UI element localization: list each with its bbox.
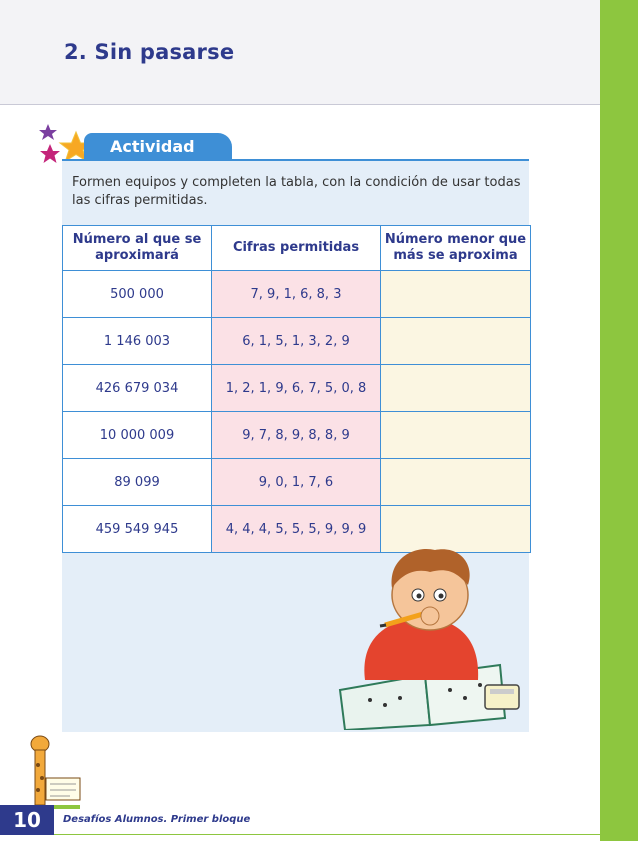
target-number: 1 146 003 xyxy=(63,318,212,365)
answer-cell[interactable] xyxy=(381,459,531,506)
footer-text: Desafíos Alumnos. Primer bloque xyxy=(63,814,251,825)
section-title: 2. Sin pasarse xyxy=(64,40,235,64)
table-row xyxy=(63,365,531,412)
table-row xyxy=(63,412,531,459)
allowed-digits: 6, 1, 5, 1, 3, 2, 9 xyxy=(212,318,381,365)
answer-cell[interactable] xyxy=(381,412,531,459)
approximation-table xyxy=(62,225,531,553)
header-target-number: Número al que se aproximará xyxy=(63,226,212,271)
target-number: 10 000 009 xyxy=(63,412,212,459)
table-row xyxy=(63,459,531,506)
allowed-digits: 9, 7, 8, 9, 8, 8, 9 xyxy=(212,412,381,459)
target-number: 426 679 034 xyxy=(63,365,212,412)
allowed-digits: 4, 4, 4, 5, 5, 5, 9, 9, 9 xyxy=(212,506,381,553)
target-number: 500 000 xyxy=(63,271,212,318)
header-allowed-digits: Cifras permitidas xyxy=(212,226,381,271)
table-header-row xyxy=(63,226,531,271)
table-row xyxy=(63,271,531,318)
answer-cell[interactable] xyxy=(381,318,531,365)
target-number: 89 099 xyxy=(63,459,212,506)
boy-illustration xyxy=(330,540,530,730)
table-row xyxy=(63,318,531,365)
answer-cell[interactable] xyxy=(381,271,531,318)
footer-line xyxy=(54,834,600,835)
allowed-digits: 1, 2, 1, 9, 6, 7, 5, 0, 8 xyxy=(212,365,381,412)
instructions-text: Formen equipos y completen la tabla, con la condición de usar todas las cifras permitidas. xyxy=(72,175,521,208)
allowed-digits: 9, 0, 1, 7, 6 xyxy=(212,459,381,506)
answer-cell[interactable] xyxy=(381,365,531,412)
giraffe-illustration xyxy=(18,730,88,815)
green-side-strip xyxy=(600,0,638,841)
activity-label: Actividad xyxy=(110,137,195,156)
header-closest-lower: Número menor que más se aproxima xyxy=(381,226,531,271)
page-number: 10 xyxy=(0,805,54,835)
target-number: 459 549 945 xyxy=(63,506,212,553)
allowed-digits: 7, 9, 1, 6, 8, 3 xyxy=(212,271,381,318)
